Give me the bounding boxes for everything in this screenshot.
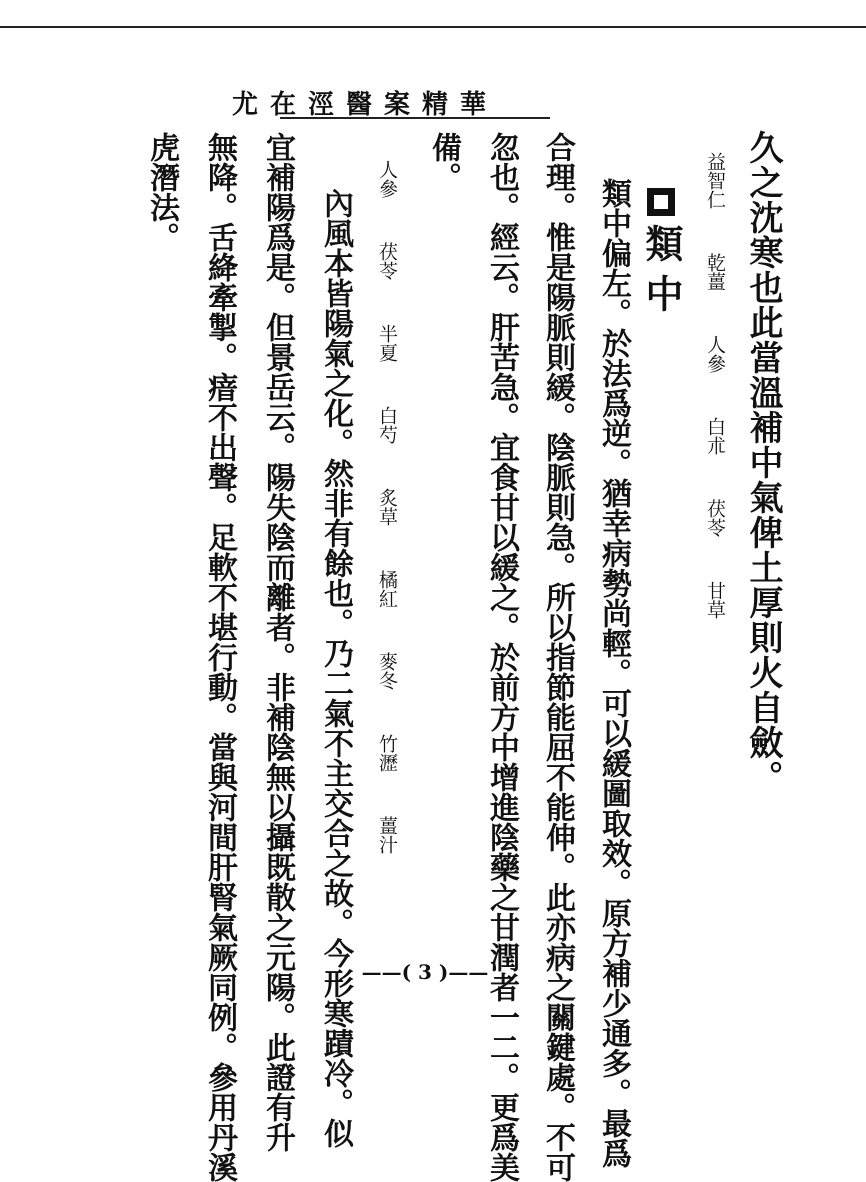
text-column-11: 無降。舌絳牽掣。瘖不出聲。足軟不堪行動。當與河間肝腎氣厥同例。參用丹溪 — [202, 132, 237, 1182]
top-rule — [0, 26, 866, 28]
herb-item: 橘紅 — [376, 570, 398, 608]
herb-item: 半夏 — [376, 324, 398, 362]
text-column-1: 久之沈寒也此當溫補中氣俾土厚則火自斂。 — [743, 130, 783, 795]
herb-item: 薑汁 — [376, 816, 398, 854]
text-column-7: 備。 — [426, 132, 461, 192]
section-heading-text: 類中 — [639, 224, 684, 324]
header-underline — [280, 117, 550, 119]
text-column-9: 內風本皆陽氣之化。然非有餘也。乃二氣不主交合之故。今形寒蹟冷。似 — [318, 188, 353, 1148]
herb-item: 人參 — [704, 335, 726, 373]
herb-item: 茯苓 — [376, 242, 398, 280]
herb-item: 甘草 — [704, 581, 726, 619]
text-column-4: 類中偏左。於法爲逆。猶幸病勢尚輕。可以緩圖取效。原方補少通多。最爲 — [596, 178, 631, 1168]
herb-item: 人參 — [376, 160, 398, 198]
section-heading — [639, 188, 684, 324]
herb-item: 炙草 — [376, 488, 398, 526]
herb-item: 乾薑 — [704, 253, 726, 291]
vertical-text-body — [100, 130, 783, 1182]
herb-item: 白芍 — [376, 406, 398, 444]
herb-list-2 — [377, 160, 396, 876]
herb-item: 竹瀝 — [376, 734, 398, 772]
section-marker-icon — [647, 188, 675, 216]
herb-list-1 — [705, 152, 724, 641]
herb-item: 白朮 — [704, 417, 726, 455]
text-column-10: 宜補陽爲是。但景岳云。陽失陰而離者。非補陰無以攝既散之元陽。此證有升 — [260, 132, 295, 1152]
text-column-12: 虎潛法。 — [144, 132, 179, 252]
text-column-5: 合理。惟是陽脈則緩。陰脈則急。所以指節能屈不能伸。此亦病之關鍵處。不可 — [540, 132, 575, 1182]
page-number: ——( 3 )—— — [361, 960, 489, 984]
herb-item: 益智仁 — [704, 152, 726, 209]
herb-item: 茯苓 — [704, 499, 726, 537]
running-header: 尤在涇醫案精華 — [231, 90, 498, 120]
text-column-6: 忽也。經云。肝苦急。宜食甘以緩之。於前方中增進陰藥之甘潤者一二。更爲美 — [484, 132, 519, 1182]
herb-item: 麥冬 — [376, 652, 398, 690]
